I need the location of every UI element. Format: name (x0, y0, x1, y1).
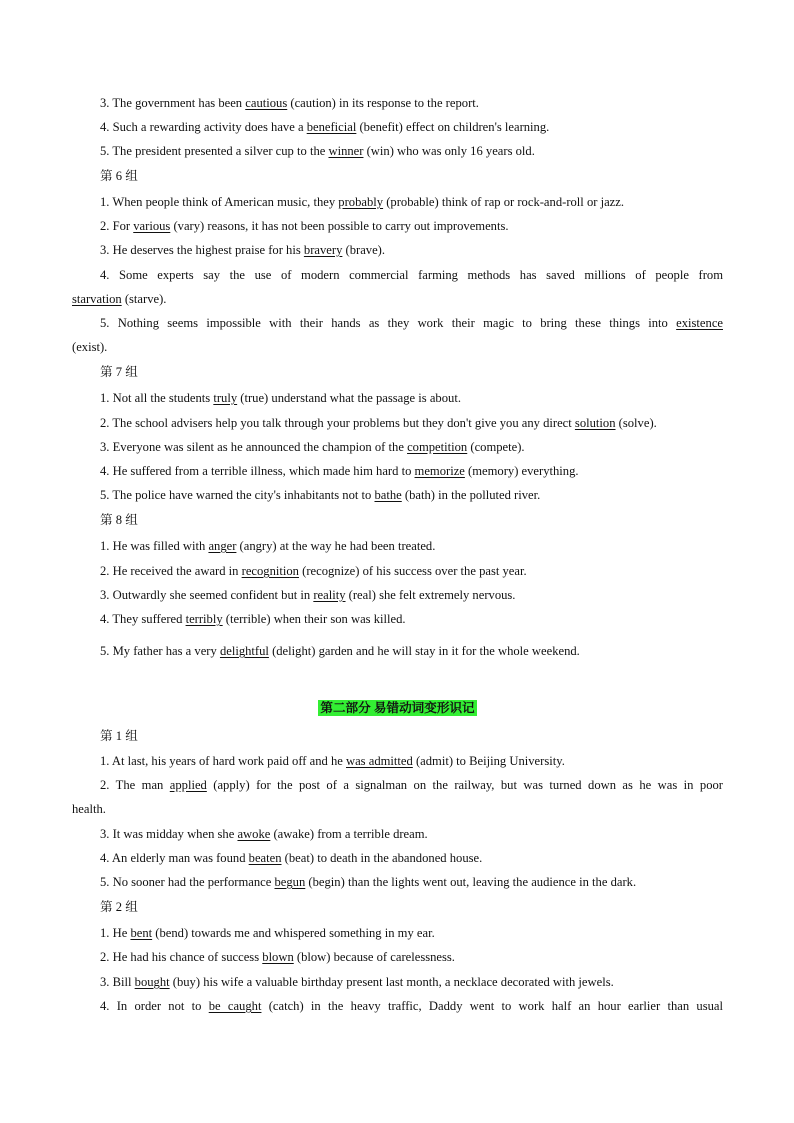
sentence-text: (exist). (72, 340, 108, 354)
sentence-text: 4. He suffered from a terrible illness, which made him hard to (100, 464, 415, 478)
sentence-text: 1. He was filled with (100, 539, 209, 553)
sentence-text: health. (72, 802, 106, 816)
sentence-text: 1. Not all the students (100, 391, 214, 405)
answer-word: begun (274, 875, 306, 889)
sentence-text: (vary) reasons, it has not been possible to carry out improvements. (170, 219, 509, 233)
sentence-text: (bath) in the polluted river. (401, 488, 541, 502)
exercise-line (72, 266, 723, 284)
exercise-line (72, 562, 723, 580)
sentence-text: (angry) at the way he had been treated. (236, 539, 436, 553)
exercise-line (72, 414, 723, 432)
answer-word: truly (213, 391, 238, 405)
sentence-text: 2. The man (100, 778, 170, 792)
sentence-text: (awake) from a terrible dream. (270, 827, 428, 841)
sentence-text: (probable) think of rap or rock-and-roll or jazz. (383, 195, 625, 209)
answer-word: blown (262, 950, 294, 964)
group-heading-text: 第 6 组 (100, 169, 138, 183)
sentence-text: 4. Such a rewarding activity does have a (100, 120, 307, 134)
exercise-line (72, 142, 723, 160)
sentence-text: (starve). (121, 292, 167, 306)
answer-word: reality (313, 588, 346, 602)
sentence-text: (catch) in the heavy traffic, Daddy went to work half an hour earlier than usual (261, 999, 723, 1013)
sentence-text: 3. He deserves the highest praise for his (100, 243, 304, 257)
group-heading (72, 511, 723, 529)
sentence-text: (recognize) of his success over the past year. (298, 564, 527, 578)
group-heading (72, 363, 723, 381)
exercise-line (72, 314, 723, 332)
sentence-text: (begin) than the lights went out, leaving the audience in the dark. (305, 875, 637, 889)
sentence-text: 3. Everyone was silent as he announced the champion of the (100, 440, 408, 454)
sentence-text: (delight) garden and he will stay in it for the whole weekend. (268, 644, 580, 658)
group-heading-text: 第 1 组 (100, 729, 138, 743)
sentence-text: (benefit) effect on children's learning. (356, 120, 550, 134)
exercise-line (72, 776, 723, 794)
exercise-line (72, 997, 723, 1015)
answer-word: cautious (245, 96, 288, 110)
sentence-text: 1. At last, his years of hard work paid off and he (100, 754, 346, 768)
sentence-text: (caution) in its response to the report. (287, 96, 479, 110)
answer-word: delightful (219, 644, 269, 658)
group-heading-text: 第 7 组 (100, 365, 138, 379)
answer-word: beneficial (306, 120, 357, 134)
sentence-text: 3. The government has been (100, 96, 246, 110)
answer-word: recognition (241, 564, 299, 578)
exercise-line (72, 118, 723, 136)
answer-word: terribly (185, 612, 223, 626)
sentence-text: (apply) for the post of a signalman on the railway, but was turned down as he was in poor (206, 778, 723, 792)
exercise-line (72, 642, 723, 660)
answer-word: probably (338, 195, 384, 209)
group-heading (72, 727, 723, 745)
sentence-text: (win) who was only 16 years old. (363, 144, 535, 158)
exercise-line (72, 486, 723, 504)
sentence-text: 5. The president presented a silver cup to the (100, 144, 329, 158)
group-heading (72, 167, 723, 185)
exercise-line (72, 462, 723, 480)
section-heading-text: 第二部分 易错动词变形识记 (320, 701, 475, 715)
group-heading (72, 898, 723, 916)
sentence-text: (terrible) when their son was killed. (222, 612, 406, 626)
exercise-line (72, 948, 723, 966)
exercise-line (72, 193, 723, 211)
sentence-text: (brave). (342, 243, 386, 257)
sentence-text: 1. When people think of American music, they (100, 195, 339, 209)
exercise-line (72, 800, 723, 818)
answer-word: beaten (248, 851, 282, 865)
sentence-text: (real) she felt extremely nervous. (345, 588, 516, 602)
sentence-text: 4. They suffered (100, 612, 186, 626)
answer-word: was admitted (346, 754, 413, 768)
exercise-line (72, 94, 723, 112)
answer-word: bent (130, 926, 153, 940)
group-heading-text: 第 8 组 (100, 513, 138, 527)
sentence-text: (bend) towards me and whispered something in my ear. (152, 926, 435, 940)
sentence-text: (blow) because of carelessness. (293, 950, 455, 964)
sentence-text: 2. He had his chance of success (100, 950, 263, 964)
sentence-text: (compete). (467, 440, 525, 454)
exercise-line (72, 610, 723, 628)
exercise-line (72, 825, 723, 843)
sentence-text: 3. It was midday when she (100, 827, 238, 841)
sentence-text: 5. No sooner had the performance (100, 875, 275, 889)
sentence-text: 2. He received the award in (100, 564, 242, 578)
answer-word: various (133, 219, 171, 233)
section-heading (72, 699, 723, 717)
sentence-text: (solve). (615, 416, 657, 430)
sentence-text: 5. Nothing seems impossible with their hands as they work their magic to bring these things into (100, 316, 677, 330)
sentence-text: 2. The school advisers help you talk through your problems but they don't give you any direct (100, 416, 575, 430)
exercise-line (72, 973, 723, 991)
exercise-line (72, 389, 723, 407)
answer-word: existence (676, 316, 723, 330)
sentence-text: 5. The police have warned the city's inhabitants not to (100, 488, 375, 502)
exercise-line (72, 290, 723, 308)
sentence-text: (buy) his wife a valuable birthday present last month, a necklace decorated with jewels. (169, 975, 614, 989)
sentence-text: 2. For (100, 219, 134, 233)
exercise-line (72, 849, 723, 867)
sentence-text: (admit) to Beijing University. (412, 754, 565, 768)
answer-word: starvation (72, 292, 122, 306)
answer-word: competition (407, 440, 468, 454)
sentence-text: 4. In order not to (100, 999, 209, 1013)
answer-word: winner (328, 144, 364, 158)
answer-word: awoke (237, 827, 271, 841)
answer-word: bravery (303, 243, 343, 257)
answer-word: bought (134, 975, 170, 989)
answer-word: be caught (208, 999, 262, 1013)
answer-word: anger (208, 539, 237, 553)
answer-word: bathe (374, 488, 402, 502)
exercise-line (72, 338, 723, 356)
exercise-line (72, 873, 723, 891)
sentence-text: 1. He (100, 926, 131, 940)
sentence-text: (beat) to death in the abandoned house. (281, 851, 483, 865)
exercise-line (72, 537, 723, 555)
sentence-text: 4. Some experts say the use of modern commercial farming methods has saved millions of people from (100, 268, 723, 282)
sentence-text: 4. An elderly man was found (100, 851, 249, 865)
exercise-line (72, 217, 723, 235)
exercise-line (72, 924, 723, 942)
group-heading-text: 第 2 组 (100, 900, 138, 914)
exercise-line (72, 752, 723, 770)
answer-word: applied (169, 778, 207, 792)
sentence-text: 3. Bill (100, 975, 135, 989)
exercise-line (72, 586, 723, 604)
answer-word: memorize (414, 464, 465, 478)
answer-word: solution (574, 416, 616, 430)
sentence-text: (true) understand what the passage is about. (237, 391, 461, 405)
exercise-line (72, 438, 723, 456)
exercise-line (72, 241, 723, 259)
sentence-text: (memory) everything. (464, 464, 579, 478)
sentence-text: 3. Outwardly she seemed confident but in (100, 588, 314, 602)
sentence-text: 5. My father has a very (100, 644, 220, 658)
